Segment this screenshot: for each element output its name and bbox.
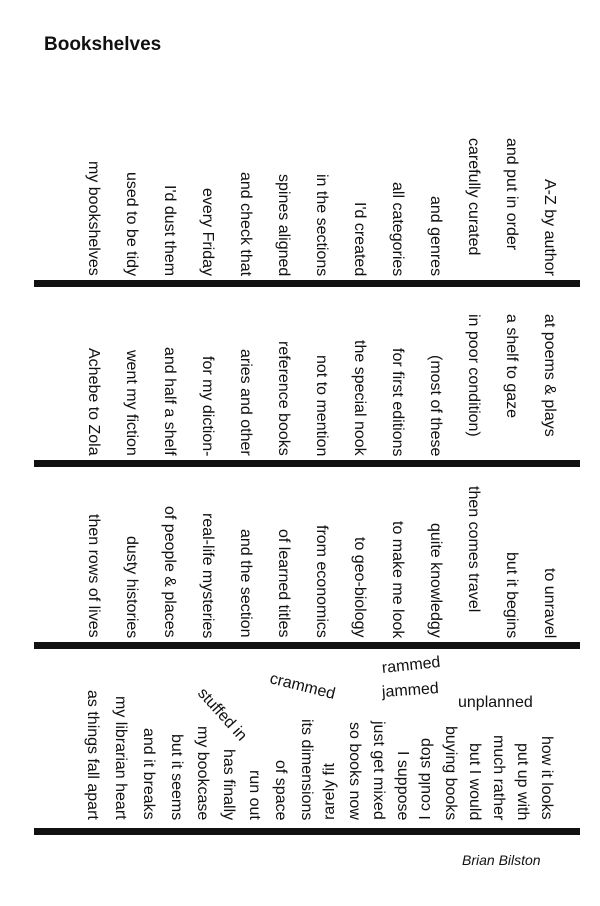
loose-word: crammed	[268, 670, 337, 703]
book-spine: all categories	[389, 181, 406, 276]
book-spine: has finally	[220, 748, 237, 820]
book-spine: run out	[246, 770, 263, 820]
book-spine: aries and other	[237, 349, 254, 456]
book-spine: at poems & plays	[541, 314, 558, 437]
book-spine: I'd dust them	[161, 184, 178, 276]
book-spine: its dimensions	[298, 718, 315, 820]
book-spine: my bookcase	[194, 725, 211, 820]
loose-word: jammed	[381, 680, 440, 701]
book-spine: of space	[272, 759, 289, 820]
book-spine: and put in order	[503, 138, 520, 251]
poem-title: Bookshelves	[44, 34, 162, 55]
book-spine: not to mention	[313, 354, 330, 456]
book-spine: of people & places	[161, 506, 178, 638]
book-spine: used to be tidy	[123, 171, 140, 276]
book-spine: but I would	[466, 742, 483, 820]
shelf-board-3	[34, 642, 580, 649]
book-spine: rarely fit	[321, 763, 338, 820]
book-spine: and it breaks	[140, 728, 157, 820]
book-spine: then comes travel	[465, 486, 482, 613]
book-spine: the special nook	[351, 340, 368, 456]
book-spine: as things fall apart	[84, 690, 101, 820]
book-spine: I'd created	[351, 201, 368, 276]
book-spine: and check that	[237, 171, 254, 276]
book-spine: to make me look	[389, 520, 406, 638]
book-spine: reference books	[275, 341, 292, 456]
loose-word: rammed	[381, 653, 442, 677]
book-spine: real-life mysteries	[199, 512, 216, 638]
author-name: Brian Bilston	[462, 852, 541, 868]
book-spine: carefully curated	[465, 138, 482, 256]
book-spine: dusty histories	[123, 535, 140, 638]
book-spine: for first editions	[389, 347, 406, 456]
book-spine: to unravel	[541, 567, 558, 638]
book-spine: went my fiction	[123, 350, 140, 456]
book-spine: but it seems	[168, 733, 185, 820]
shelf-row-1	[76, 138, 566, 276]
shelf-board-1	[34, 280, 580, 287]
book-spine: A-Z by author	[541, 179, 558, 276]
shelf-board-4	[34, 828, 580, 835]
book-spine: and half a shelf	[161, 347, 178, 456]
book-spine: Achebe to Zola	[85, 348, 102, 456]
book-spine: I suppose	[394, 750, 411, 820]
book-spine: quite knowledgy	[427, 523, 444, 638]
book-spine: and the section	[237, 529, 254, 638]
shelf-board-2	[34, 460, 580, 467]
book-spine: buying books	[442, 725, 459, 820]
book-spine: just get mixed	[370, 721, 387, 820]
shelf-row-3	[76, 486, 566, 638]
book-spine: my bookshelves	[85, 161, 102, 276]
book-spine: in the sections	[313, 173, 330, 276]
book-spine: from economics	[313, 525, 330, 638]
shelf-row-2	[76, 314, 566, 456]
book-spine: in poor condition)	[465, 314, 482, 437]
book-spine: my librarian heart	[112, 696, 129, 820]
book-spine: to geo-biology	[351, 537, 368, 638]
loose-word: unplanned	[458, 694, 533, 711]
book-spine: (most of these	[427, 354, 444, 456]
book-spine: of learned titles	[275, 529, 292, 638]
book-spine: put up with	[514, 742, 531, 820]
book-spine: every Friday	[199, 187, 216, 276]
book-spine: spines aligned	[275, 173, 292, 276]
book-spine: a shelf to gaze	[503, 314, 520, 419]
book-spine: but it begins	[503, 551, 520, 638]
book-spine: and genres	[427, 195, 444, 276]
book-spine: much rather	[490, 734, 507, 820]
book-spine: for my diction-	[199, 355, 216, 456]
book-spine: so books now	[346, 722, 363, 820]
book-spine: I could stop	[417, 738, 434, 820]
book-spine: then rows of lives	[85, 514, 102, 638]
loose-word: stuffed in	[194, 684, 250, 745]
book-spine: how it looks	[538, 736, 555, 820]
